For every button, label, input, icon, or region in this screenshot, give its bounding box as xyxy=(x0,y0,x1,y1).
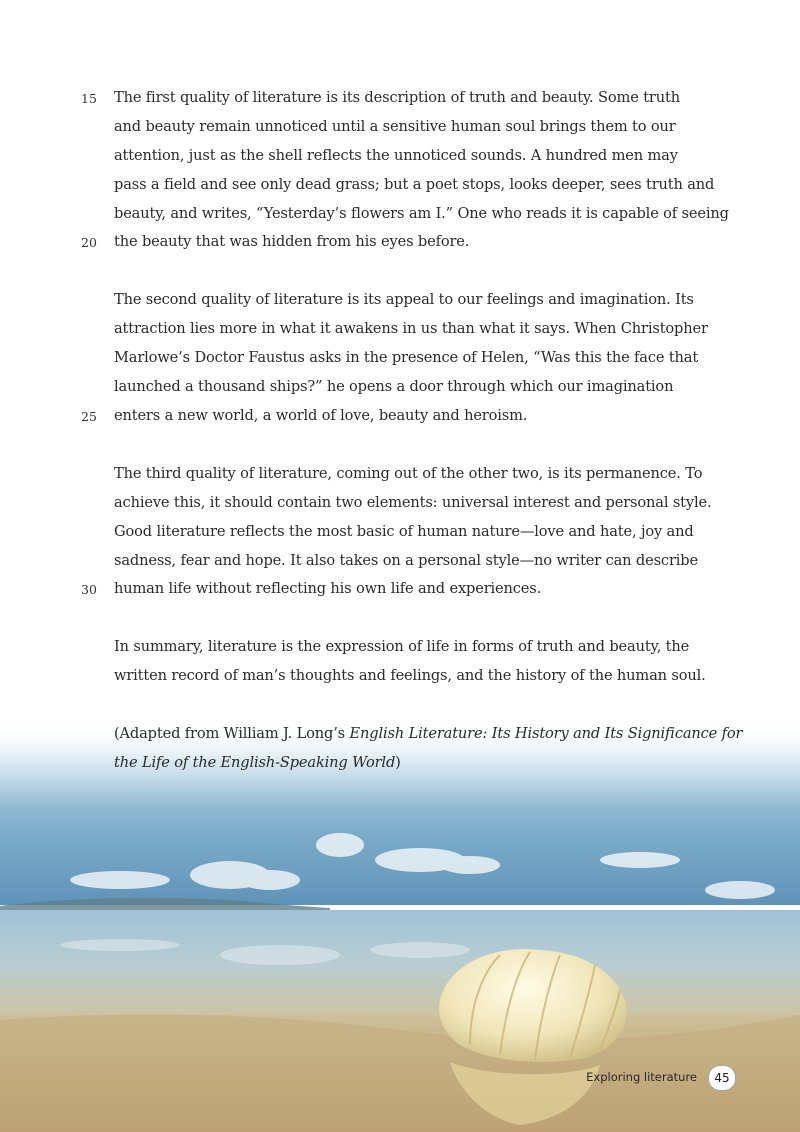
citation-prefix: (Adapted from William J. Long’s xyxy=(114,725,350,742)
paragraph-line: The first quality of literature is its description of truth and beauty. Some truth xyxy=(114,89,680,106)
paragraph-line: attraction lies more in what it awakens in us than what it says. When Christopher xyxy=(114,320,708,337)
citation-line xyxy=(114,724,743,744)
paragraph-line: beauty, and writes, “Yesterday’s flowers am I.” One who reads it is capable of seeing xyxy=(114,205,729,222)
citation-suffix: ) xyxy=(395,754,401,771)
paragraph-line: the beauty that was hidden from his eyes before. xyxy=(114,233,470,250)
section-label: Exploring literature xyxy=(586,1070,697,1084)
page-number: 45 xyxy=(708,1065,736,1091)
paragraph-line: achieve this, it should contain two elements: universal interest and personal style. xyxy=(114,494,712,511)
paragraph-line: enters a new world, a world of love, beauty and heroism. xyxy=(114,407,528,424)
paragraph-line: sadness, fear and hope. It also takes on a personal style—no writer can describe xyxy=(114,552,698,569)
paragraph-line: Good literature reflects the most basic of human nature—love and hate, joy and xyxy=(114,523,694,540)
paragraph-line: The third quality of literature, coming out of the other two, is its permanence. To xyxy=(114,465,703,482)
paragraph-line: and beauty remain unnoticed until a sensitive human soul brings them to our xyxy=(114,118,676,135)
citation-title: English Literature: Its History and Its Significance for xyxy=(349,725,743,742)
line-number: 15 xyxy=(81,91,97,106)
paragraph-line: pass a field and see only dead grass; but a poet stops, looks deeper, sees truth and xyxy=(114,176,715,193)
paragraph-line: In summary, literature is the expression of life in forms of truth and beauty, the xyxy=(114,638,690,655)
line-number: 25 xyxy=(81,409,97,424)
paragraph-line: human life without reflecting his own life and experiences. xyxy=(114,580,542,597)
citation-line xyxy=(114,753,684,773)
paragraph-line: launched a thousand ships?” he opens a door through which our imagination xyxy=(114,378,674,395)
citation-title: the Life of the English-Speaking World xyxy=(114,754,396,771)
paragraph-line: attention, just as the shell reflects the unnoticed sounds. A hundred men may xyxy=(114,147,678,164)
line-number: 30 xyxy=(81,582,97,597)
paragraph-line: Marlowe’s Doctor Faustus asks in the presence of Helen, “Was this the face that xyxy=(114,349,699,366)
line-number: 20 xyxy=(81,235,97,250)
paragraph-line: The second quality of literature is its appeal to our feelings and imagination. Its xyxy=(114,291,694,308)
paragraph-line: written record of man’s thoughts and feelings, and the history of the human soul. xyxy=(114,667,706,684)
